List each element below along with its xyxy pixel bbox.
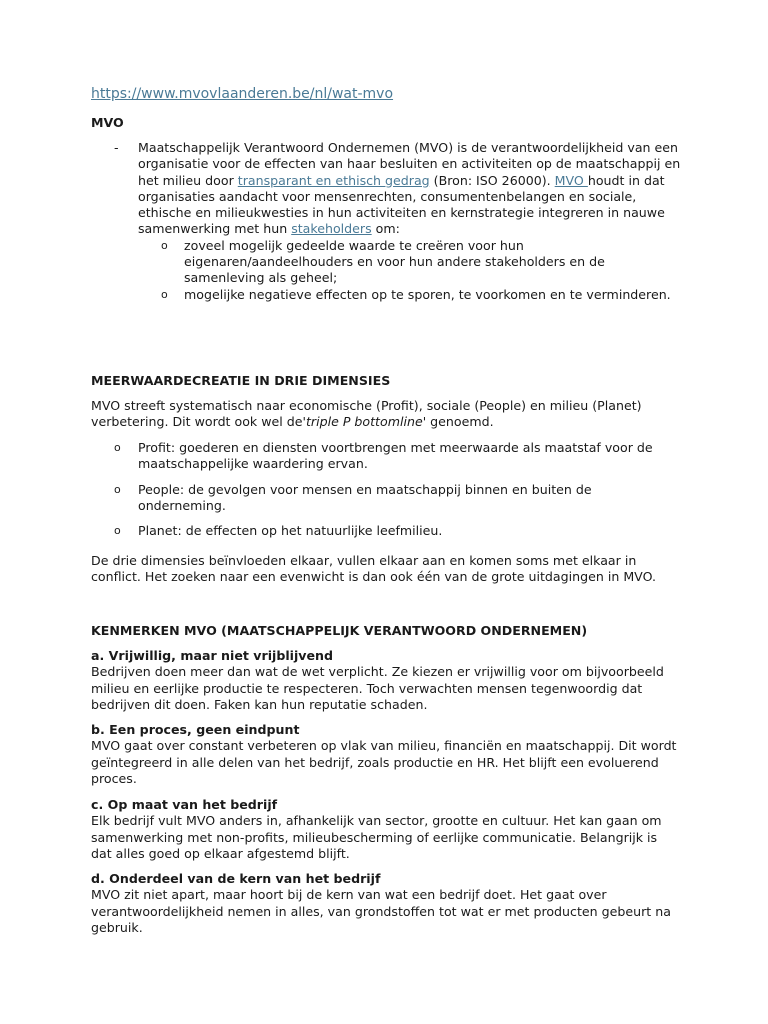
definition-text-4: om: bbox=[371, 221, 400, 237]
mvo-heading: MVO bbox=[91, 115, 124, 130]
kenmerk-d-title: d. Onderdeel van de kern van het bedrijf bbox=[91, 871, 381, 886]
definition-text-2: (Bron: ISO 26000). bbox=[429, 172, 555, 188]
kenmerken-heading: KENMERKEN MVO (MAATSCHAPPELIJK VERANTWOORD ONDERNEMEN) bbox=[91, 623, 588, 638]
meerwaarde-heading: MEERWAARDECREATIE IN DRIE DIMENSIES bbox=[91, 373, 391, 388]
list-item-text: Planet: de effecten op het natuurlijke leefmilieu. bbox=[138, 523, 443, 539]
kenmerk-b-title: b. Een proces, geen eindpunt bbox=[91, 722, 300, 737]
mvo-link[interactable]: MVO bbox=[554, 172, 588, 188]
circle-bullet-icon: o bbox=[114, 441, 121, 454]
kenmerk-c-text: Elk bedrijf vult MVO anders in, afhankelijk van sector, grootte en cultuur. Het kan gaan om samenwerking met non-profits, milieubescherming of eerlijke communicatie. Belangrijk is dat alles goed op elkaar afgestemd blijft. bbox=[91, 813, 662, 861]
circle-bullet-icon: o bbox=[161, 287, 168, 301]
list-item-text: Profit: goederen en diensten voortbrengen met meerwaarde als maatstaf voor de maatschappelijke waardering ervan. bbox=[138, 440, 653, 472]
intro-text-a: MVO streeft systematisch naar economische (Profit), sociale (People) en milieu (Planet) verbetering. Dit wordt ook wel de bbox=[91, 398, 642, 430]
definition-text-3: houdt in dat organisaties aandacht voor mensenrechten, consumentenbelangen en sociale, ethische en milieukwesties in hun activiteiten en kernstrategie integreren in nauwe samenwerking met hun bbox=[138, 172, 665, 237]
circle-bullet-icon: o bbox=[114, 482, 121, 496]
definition-text-1: Maatschappelijk Verantwoord Ondernemen (MVO) is de verantwoordelijkheid van een organisatie voor de effecten van haar besluiten en activiteiten op de maatschappij en het milieu door bbox=[138, 140, 681, 188]
list-item-text: zoveel mogelijk gedeelde waarde te creëren voor hun eigenaren/aandeelhouders en voor hun andere stakeholders en de samenleving als geheel; bbox=[184, 237, 605, 286]
transparant-link[interactable]: transparant en ethisch gedrag bbox=[237, 172, 430, 188]
dimensions-list bbox=[91, 440, 681, 548]
kenmerk-d bbox=[91, 871, 681, 936]
list-item bbox=[91, 440, 681, 473]
mvo-definition-item bbox=[91, 140, 681, 303]
circle-bullet-icon: o bbox=[114, 524, 121, 538]
kenmerk-b bbox=[91, 722, 681, 787]
triple-p-term: 'triple P bottomline' bbox=[302, 414, 427, 430]
kenmerk-a bbox=[91, 648, 681, 713]
meerwaarde-closing: De drie dimensies beïnvloeden elkaar, vullen elkaar aan en komen soms met elkaar in conflict. Het zoeken naar een evenwicht is dan ook één van de grote uitdagingen in MVO. bbox=[91, 553, 656, 585]
dash-bullet: - bbox=[114, 140, 119, 155]
kenmerk-c bbox=[91, 797, 681, 862]
list-item bbox=[91, 482, 681, 515]
intro-text-b: genoemd. bbox=[426, 414, 494, 430]
list-item bbox=[91, 523, 681, 539]
meerwaarde-intro bbox=[91, 398, 681, 431]
mvo-definition-list bbox=[91, 140, 681, 303]
circle-bullet-icon: o bbox=[161, 238, 168, 252]
kenmerk-a-text: Bedrijven doen meer dan wat de wet verplicht. Ze kiezen er vrijwillig voor om bijvoorbeeld milieu en eerlijke productie te respecteren. Toch verwachten mensen tegenwoordig dat bedrijven dit doen. Faken kan hun reputatie schaden. bbox=[91, 664, 664, 712]
list-item bbox=[138, 287, 681, 303]
kenmerk-c-title: c. Op maat van het bedrijf bbox=[91, 797, 278, 812]
list-item bbox=[138, 238, 681, 287]
kenmerk-d-text: MVO zit niet apart, maar hoort bij de kern van wat een bedrijf doet. Het gaat over verantwoordelijkheid nemen in alles, van grondstoffen tot wat er met producten gebeurt na gebruik. bbox=[91, 887, 671, 935]
stakeholders-link[interactable]: stakeholders bbox=[291, 221, 372, 237]
goal-sublist bbox=[138, 238, 681, 303]
list-item-text: People: de gevolgen voor mensen en maatschappij binnen en buiten de onderneming. bbox=[138, 481, 592, 513]
source-link[interactable]: https://www.mvovlaanderen.be/nl/wat-mvo bbox=[91, 86, 394, 102]
list-item-text: mogelijke negatieve effecten op te sporen, te voorkomen en te verminderen. bbox=[184, 286, 671, 302]
kenmerk-b-text: MVO gaat over constant verbeteren op vlak van milieu, financiën en maatschappij. Dit wordt geïntegreerd in alle delen van het bedrijf, zoals productie en HR. Het blijft een evoluerend proces. bbox=[91, 738, 677, 786]
kenmerk-a-title: a. Vrijwillig, maar niet vrijblijvend bbox=[91, 648, 334, 663]
